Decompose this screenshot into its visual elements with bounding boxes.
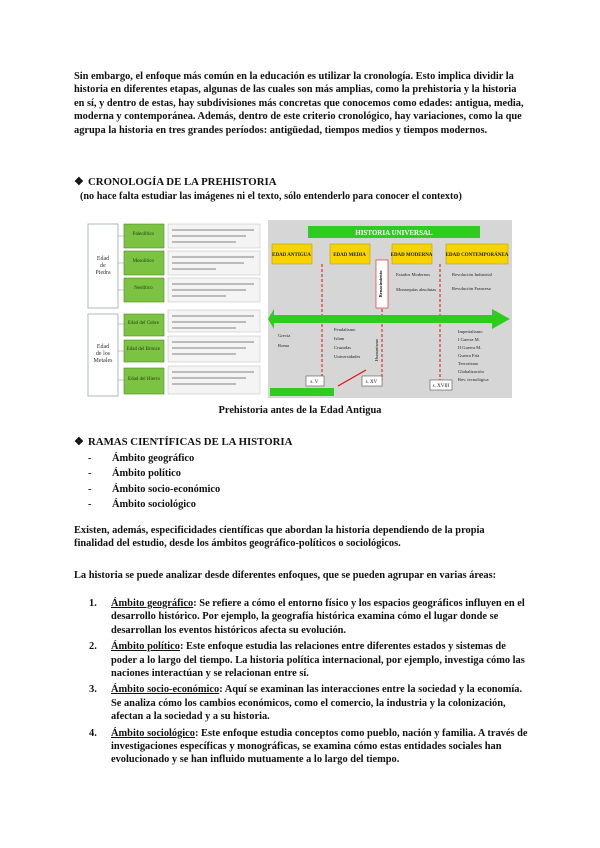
item-label: Globalización — [458, 369, 484, 374]
group-label-metals: Edad de los Metales — [93, 344, 113, 364]
section-heading-chronology — [74, 175, 277, 188]
figure-caption: Prehistoria antes de la Edad Antigua — [218, 405, 382, 416]
branches-list — [88, 451, 220, 513]
section-heading-branches — [74, 435, 292, 448]
period-label: Neolítico — [134, 286, 153, 291]
item-label: Guerra Fría — [458, 353, 480, 358]
item-label: Monarquías absolutas — [396, 287, 437, 292]
item-label: Islam — [334, 336, 345, 341]
renaissance-label: Renacimiento — [378, 270, 383, 298]
century-marker: s. V — [310, 380, 319, 385]
item-label: Cruzadas — [334, 345, 352, 350]
period-label: Edad del Hierro — [128, 377, 160, 382]
list-item: 4. Ámbito sociológico: Este enfoque estudia conceptos como pueblo, nación y familia. A través de investigaciones específicas y monográficas, se examina cómo estas entidades sociales han evolucionado y se han influido mutuamente a lo largo del tiempo. — [89, 727, 528, 766]
list-item: 1. Ámbito geográfico: Se refiere a cómo el entorno físico y los espacios geográficos influyen en el desarrollo histórico. Por ejemplo, la geografía histórica examina cómo el lugar donde se desarrollan los eventos históricos afecta su evolución. — [89, 598, 525, 636]
banner-title: HISTORIA UNIVERSAL — [355, 229, 433, 237]
period-label: Edad del Cobre — [127, 321, 159, 326]
item-label: Universidades — [334, 354, 361, 359]
age-header: EDAD MODERNA — [390, 253, 433, 258]
diamond-bullet-icon: ❖ — [74, 436, 84, 448]
specificities-paragraph: Existen, además, especificidades científicas que abordan la historia dependiendo de la propia finalidad del estudio, desde los ámbitos geográfico-políticos o sociológicos. — [74, 525, 485, 550]
humanism-label: Humanismo — [374, 338, 379, 362]
history-timeline-image — [86, 220, 512, 398]
list-item: - Ámbito socio-económico — [88, 483, 221, 495]
list-item: - Ámbito sociológico — [88, 499, 196, 511]
item-label: Estados Modernos — [396, 272, 431, 277]
section-note: (no hace falta estudiar las imágenes ni el texto, sólo entenderlo para conocer el contexto) — [80, 191, 462, 202]
list-item: - Ámbito político — [88, 468, 181, 480]
item-label: I Guerra M. — [458, 337, 480, 342]
age-header: EDAD ANTIGUA — [272, 253, 311, 258]
approaches-paragraph: La historia se puede analizar desde diferentes enfoques, que se pueden agrupar en varias áreas: — [74, 570, 497, 581]
list-item: 2. Ámbito político: Este enfoque estudia las relaciones entre diferentes estados y sistemas de poder a lo largo del tiempo. La historia política internacional, por ejemplo, investiga cómo las naciones interactúan y se relacionan entre sí. — [89, 641, 525, 680]
period-label: Mesolítico — [132, 259, 155, 264]
intro-paragraph: Sin embargo, el enfoque más común en la educación es utilizar la cronología. Esto implica dividir la historia en diferentes etapas, algunas de las cuales son más amplias, como la prehistoria y la historia en sí, y dentro de estas, hay subdivisiones más concretas que conocemos como edades: antigua, media, moderna y contemporánea. Además, dentro de este criterio cronológico, hay variaciones, como la que agrupa la historia en tres grandes períodos: antigüedad, tiempos medios y tiempos modernos. — [74, 71, 524, 136]
item-label: Revolución Industrial — [452, 272, 492, 277]
item-label: II Guerra M. — [458, 345, 482, 350]
century-marker: s. XV — [365, 380, 378, 385]
list-item: - Ámbito geográfico — [88, 453, 195, 464]
section-title: CRONOLOGÍA DE LA PREHISTORIA — [88, 176, 277, 188]
prehistory-figure — [86, 220, 512, 398]
age-header: EDAD MEDIA — [333, 253, 366, 258]
age-header: EDAD CONTEMPORÁNEA — [445, 253, 509, 258]
century-marker: s. XVIII — [432, 384, 450, 389]
section-title: RAMAS CIENTÍFICAS DE LA HISTORIA — [88, 436, 293, 448]
areas-list — [89, 597, 529, 770]
list-item: 3. Ámbito socio-económico: Aquí se examinan las interacciones entre la sociedad y la economía. Se analiza cómo los cambios económicos, como el comercio, la industria y la colonización, afectan a la sociedad y a su historia. — [89, 684, 523, 723]
group-label-stone: Edad de Piedra — [95, 256, 111, 276]
diamond-bullet-icon: ❖ — [74, 176, 84, 188]
item-label: Rev. tecnológica — [458, 377, 489, 382]
period-label: Paleolítico — [132, 232, 155, 237]
period-label: Edad del Bronce — [126, 347, 161, 352]
item-label: Roma — [278, 343, 289, 348]
svg-text:EDAD ANTIGUA EDAD MEDI — [272, 252, 509, 258]
item-label: Grecia — [278, 333, 291, 338]
item-label: Terrorismo — [458, 361, 479, 366]
item-label: Feudalismo — [334, 327, 356, 332]
item-label: Imperialismo — [458, 329, 483, 334]
item-label: Revolución Francesa — [452, 286, 491, 291]
